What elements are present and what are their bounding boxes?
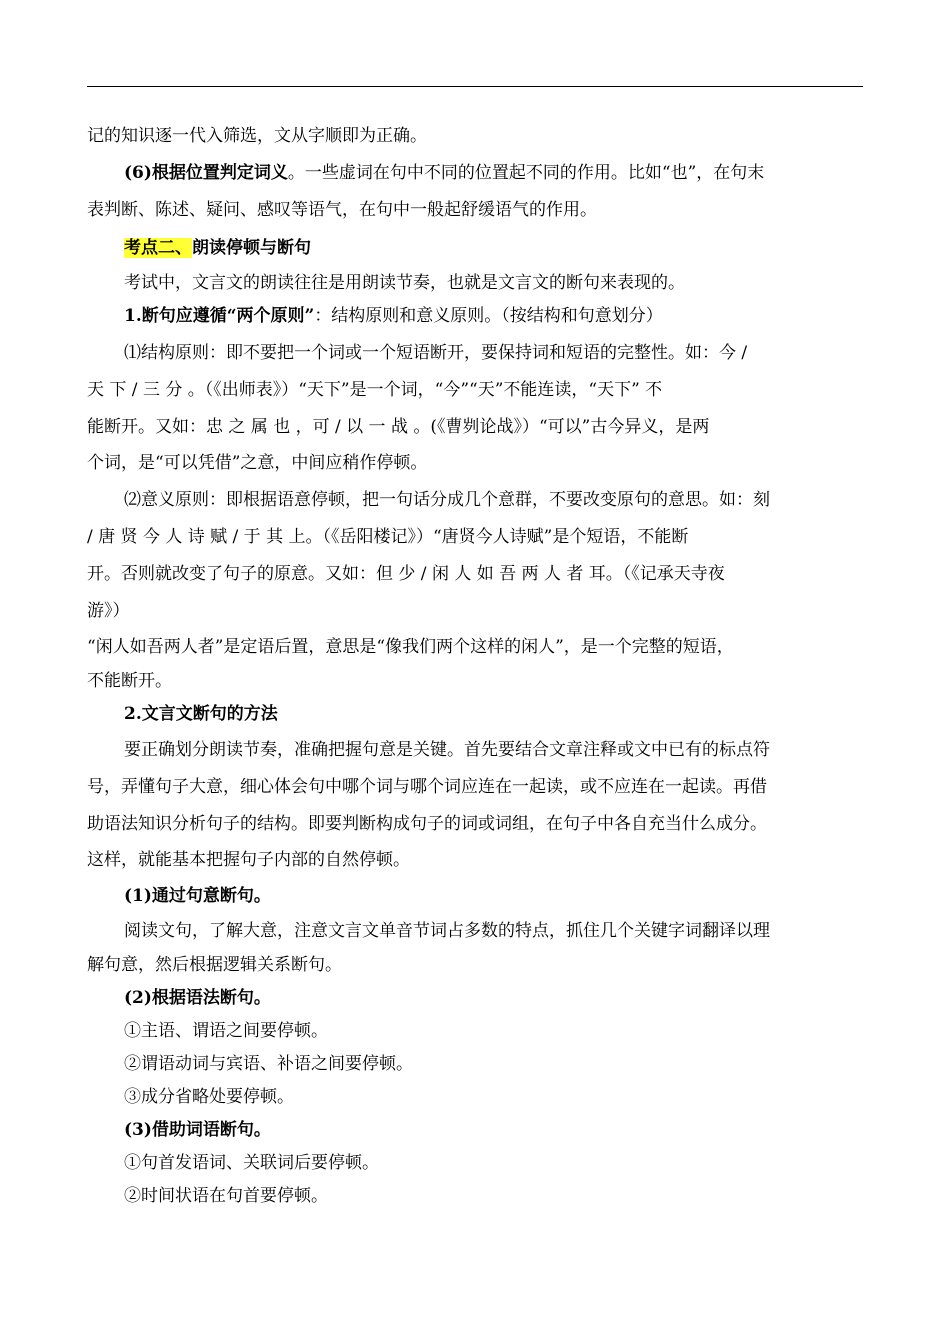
paragraph-line: ⑵意义原则：即根据语意停顿，把一句话分成几个意群，不要改变原句的意思。如：刻 xyxy=(124,490,770,510)
list-item: ①句首发语词、关联词后要停顿。 xyxy=(124,1153,379,1173)
subsection-heading: (3)借助词语断句。 xyxy=(124,1120,271,1140)
subsection-heading: (2)根据语法断句。 xyxy=(124,988,271,1008)
subsection-heading: 2.文言文断句的方法 xyxy=(124,704,278,724)
paragraph-line: 天 下 / 三 分 。（《出师表》）“天下”是一个词，“今”“天”不能连读，“天下” 不 xyxy=(87,380,663,400)
paragraph-line: 这样，就能基本把握句子内部的自然停顿。 xyxy=(87,850,410,870)
section-label: (6)根据位置判定词义 xyxy=(124,163,288,183)
paragraph-line: (6)根据位置判定词义。一些虚词在句中不同的位置起不同的作用。比如“也”，在句末 xyxy=(124,163,765,183)
list-item: ③成分省略处要停顿。 xyxy=(124,1087,294,1107)
paragraph-line: “闲人如吾两人者”是定语后置，意思是“像我们两个这样的闲人”，是一个完整的短语， xyxy=(87,637,734,657)
paragraph-line: 记的知识逐一代入筛选，文从字顺即为正确。 xyxy=(87,126,427,146)
section-heading: 考点二、朗读停顿与断句 xyxy=(124,238,311,258)
paragraph-line: ⑴结构原则：即不要把一个词或一个短语断开，要保持词和短语的完整性。如：今 / xyxy=(124,343,748,363)
paragraph-line: 能断开。又如：忠 之 属 也 ，可 / 以 一 战 。(《曹刿论战》）“可以”古今异义，是两 xyxy=(87,417,710,437)
paragraph-line: 考试中，文言文的朗读往往是用朗读节奏，也就是文言文的断句来表现的。 xyxy=(124,273,685,293)
paragraph-line: 助语法知识分析句子的结构。即要判断构成句子的词或词组，在句子中各自充当什么成分。 xyxy=(87,814,767,834)
paragraph-line: 要正确划分朗读节奏，准确把握句意是关键。首先要结合文章注释或文中已有的标点符 xyxy=(124,740,770,760)
header-rule xyxy=(87,86,863,87)
list-item: ②时间状语在句首要停顿。 xyxy=(124,1186,328,1206)
paragraph-line: / 唐 贤 今 人 诗 赋 / 于 其 上。（《岳阳楼记》）“唐贤今人诗赋”是个短语，不能断 xyxy=(87,527,689,547)
paragraph-line: 不能断开。 xyxy=(87,671,172,691)
paragraph-line: 开。否则就改变了句子的原意。又如：但 少 / 闲 人 如 吾 两 人 者 耳。（《记承天寺夜 xyxy=(87,564,725,584)
paragraph-line: 表判断、陈述、疑问、感叹等语气，在句中一般起舒缓语气的作用。 xyxy=(87,200,597,220)
paragraph-line: 1.断句应遵循“两个原则”：结构原则和意义原则。（按结构和句意划分） xyxy=(124,306,663,326)
list-item: ①主语、谓语之间要停顿。 xyxy=(124,1021,328,1041)
list-item: ②谓语动词与宾语、补语之间要停顿。 xyxy=(124,1054,413,1074)
paragraph-line: 号，弄懂句子大意，细心体会句中哪个词与哪个词应连在一起读，或不应连在一起读。再借 xyxy=(87,777,767,797)
highlighted-heading-prefix: 考点二、 xyxy=(124,238,192,258)
paragraph-line: 游》） xyxy=(87,601,130,621)
section-label: 1.断句应遵循“两个原则” xyxy=(124,306,315,326)
paragraph-line: 个词，是“可以凭借”之意，中间应稍作停顿。 xyxy=(87,453,428,473)
paragraph-line: 解句意，然后根据逻辑关系断句。 xyxy=(87,955,342,975)
paragraph-line: 阅读文句，了解大意，注意文言文单音节词占多数的特点，抓住几个关键字词翻译以理 xyxy=(124,921,770,941)
subsection-heading: (1)通过句意断句。 xyxy=(124,886,271,906)
